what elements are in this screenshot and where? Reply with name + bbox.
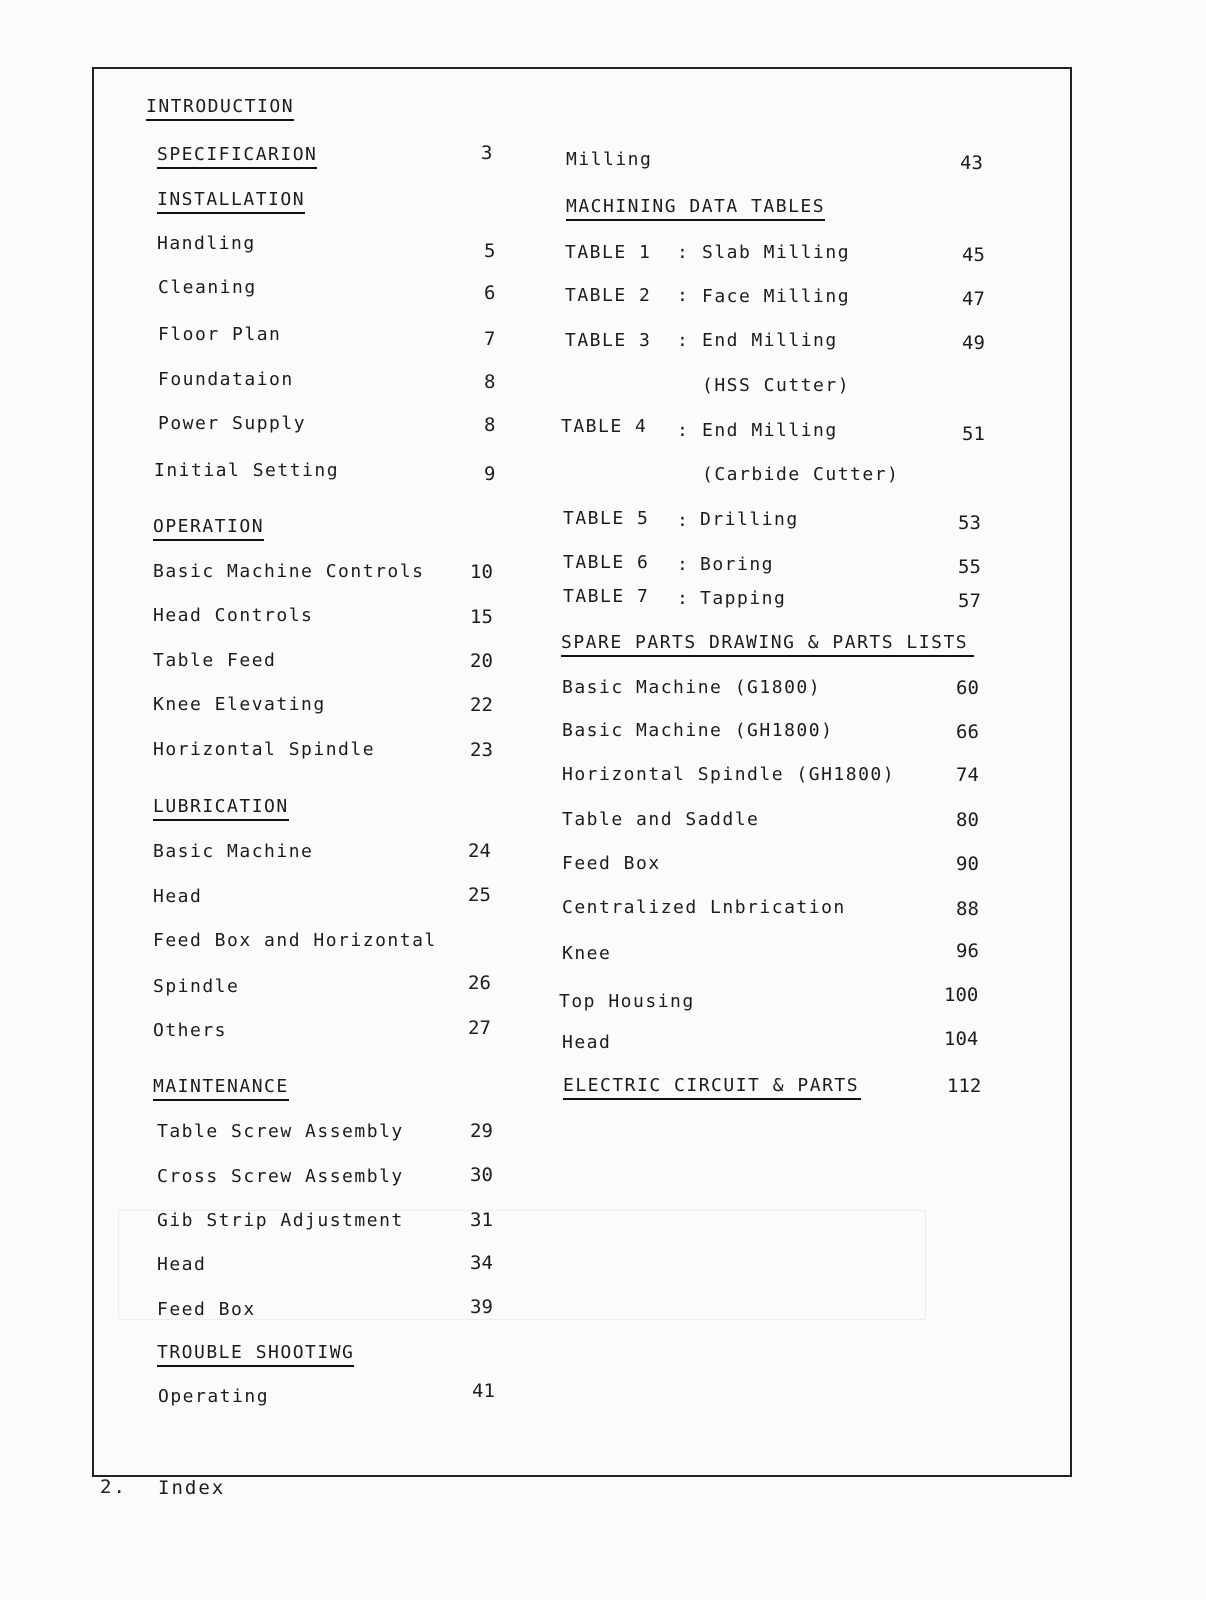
spare-knee: Knee <box>562 943 612 964</box>
table-1-sep: : <box>677 242 690 263</box>
toc-item-cross-screw: Cross Screw Assembly <box>157 1166 404 1187</box>
toc-item-table-screw: Table Screw Assembly <box>157 1121 404 1142</box>
spare-page-table-and-saddle: 80 <box>956 809 979 831</box>
spare-head: Head <box>562 1032 612 1053</box>
table-4-sep: : <box>677 420 690 441</box>
toc-page-table-screw: 29 <box>470 1120 493 1142</box>
spare-page-knee: 96 <box>956 940 979 962</box>
spare-basic-machine-gh1800: Basic Machine (GH1800) <box>562 720 834 741</box>
table-7-page: 57 <box>958 590 981 612</box>
toc-page-power-supply: 8 <box>484 414 496 436</box>
spare-table-and-saddle: Table and Saddle <box>562 809 760 830</box>
heading-machining-data: MACHINING DATA TABLES <box>566 196 825 221</box>
toc-page-cross-screw: 30 <box>470 1164 493 1186</box>
table-2-title: Face Milling <box>702 286 851 307</box>
toc-item-foundation: Foundataion <box>158 369 294 390</box>
spare-top-housing: Top Housing <box>559 991 695 1012</box>
toc-page-maint-head: 34 <box>470 1252 493 1274</box>
toc-page-milling: 43 <box>960 152 983 174</box>
toc-item-basic-machine-controls: Basic Machine Controls <box>153 561 425 582</box>
toc-page-handling: 5 <box>484 240 496 262</box>
table-4-label: TABLE 4 <box>561 416 648 437</box>
toc-page-foundation: 8 <box>484 371 496 393</box>
toc-page-operating: 41 <box>472 1380 495 1402</box>
toc-item-gib-strip: Gib Strip Adjustment <box>157 1210 404 1231</box>
toc-item-milling: Milling <box>566 149 653 170</box>
table-3-sep: : <box>677 330 690 351</box>
table-1-label: TABLE 1 <box>565 242 652 263</box>
toc-item-cleaning: Cleaning <box>158 277 257 298</box>
heading-spare-parts: SPARE PARTS DRAWING & PARTS LISTS <box>561 632 974 657</box>
heading-operation: OPERATION <box>153 516 264 541</box>
table-3-subtitle: (HSS Cutter) <box>702 375 851 396</box>
heading-trouble-shooting: TROUBLE SHOOTIWG <box>157 1342 354 1367</box>
page-electric-circuit: 112 <box>947 1075 982 1097</box>
toc-item-maint-head: Head <box>157 1254 207 1275</box>
toc-page-initial-setting: 9 <box>484 463 496 485</box>
spare-page-top-housing: 100 <box>944 984 979 1006</box>
table-6-title: Boring <box>700 554 775 575</box>
table-2-page: 47 <box>962 288 985 310</box>
toc-page-table-feed: 20 <box>470 650 493 672</box>
spare-page-centralized-lubrication: 88 <box>956 898 979 920</box>
toc-item-lub-spindle: Spindle <box>153 976 240 997</box>
table-3-title: End Milling <box>702 330 838 351</box>
heading-maintenance: MAINTENANCE <box>153 1076 289 1101</box>
toc-item-table-feed: Table Feed <box>153 650 277 671</box>
toc-page-lub-spindle: 26 <box>468 972 491 994</box>
spare-page-basic-machine-gh1800: 66 <box>956 721 979 743</box>
toc-item-lub-basic-machine: Basic Machine <box>153 841 314 862</box>
toc-item-maint-feed-box: Feed Box <box>157 1299 256 1320</box>
table-1-page: 45 <box>962 244 985 266</box>
table-4-subtitle: (Carbide Cutter) <box>702 464 900 485</box>
table-5-page: 53 <box>958 512 981 534</box>
spare-page-head: 104 <box>944 1028 979 1050</box>
toc-page-lub-others: 27 <box>468 1017 491 1039</box>
spare-page-horizontal-spindle: 74 <box>956 764 979 786</box>
spare-basic-machine-g1800: Basic Machine (G1800) <box>562 677 822 698</box>
table-6-sep: : <box>677 554 690 575</box>
toc-item-horizontal-spindle: Horizontal Spindle <box>153 739 376 760</box>
toc-item-floor-plan: Floor Plan <box>158 324 282 345</box>
page-specification: 3 <box>481 142 493 164</box>
toc-page-lub-basic-machine: 24 <box>468 840 491 862</box>
spare-horizontal-spindle: Horizontal Spindle (GH1800) <box>562 764 896 785</box>
heading-installation: INSTALLATION <box>157 189 305 214</box>
table-3-label: TABLE 3 <box>565 330 652 351</box>
toc-item-lub-head: Head <box>153 886 203 907</box>
heading-specification: SPECIFICARION <box>157 144 317 169</box>
table-2-sep: : <box>677 285 690 306</box>
table-4-title: End Milling <box>702 420 838 441</box>
table-2-label: TABLE 2 <box>565 285 652 306</box>
table-1-title: Slab Milling <box>702 242 851 263</box>
table-5-sep: : <box>677 510 690 531</box>
toc-item-lub-feed-box: Feed Box and Horizontal <box>153 930 437 951</box>
footer-index-label: Index <box>158 1477 226 1499</box>
toc-page-lub-head: 25 <box>468 884 491 906</box>
toc-page-head-controls: 15 <box>470 606 493 628</box>
spare-page-basic-machine-g1800: 60 <box>956 677 979 699</box>
toc-item-handling: Handling <box>157 233 256 254</box>
table-5-title: Drilling <box>700 509 799 530</box>
toc-item-operating: Operating <box>158 1386 270 1407</box>
toc-item-power-supply: Power Supply <box>158 413 307 434</box>
toc-page-basic-machine-controls: 10 <box>470 561 493 583</box>
toc-item-lub-others: Others <box>153 1020 228 1041</box>
table-7-sep: : <box>677 588 690 609</box>
footer-page-number: 2. <box>100 1476 127 1498</box>
table-6-page: 55 <box>958 556 981 578</box>
heading-lubrication: LUBRICATION <box>153 796 289 821</box>
table-7-title: Tapping <box>700 588 787 609</box>
toc-page-maint-feed-box: 39 <box>470 1296 493 1318</box>
toc-item-head-controls: Head Controls <box>153 605 314 626</box>
table-6-label: TABLE 6 <box>563 552 650 573</box>
toc-item-knee-elevating: Knee Elevating <box>153 694 326 715</box>
heading-introduction: INTRODUCTION <box>146 96 294 121</box>
spare-page-feed-box: 90 <box>956 853 979 875</box>
toc-item-initial-setting: Initial Setting <box>154 460 340 481</box>
table-4-page: 51 <box>962 423 985 445</box>
table-7-label: TABLE 7 <box>563 586 650 607</box>
table-5-label: TABLE 5 <box>563 508 650 529</box>
table-3-page: 49 <box>962 332 985 354</box>
toc-page-horizontal-spindle: 23 <box>470 739 493 761</box>
toc-page-floor-plan: 7 <box>484 328 496 350</box>
spare-feed-box: Feed Box <box>562 853 661 874</box>
toc-page-gib-strip: 31 <box>470 1209 493 1231</box>
toc-page-cleaning: 6 <box>484 282 496 304</box>
heading-electric-circuit: ELECTRIC CIRCUIT & PARTS <box>563 1075 861 1100</box>
toc-page-knee-elevating: 22 <box>470 694 493 716</box>
spare-centralized-lubrication: Centralized Lnbrication <box>562 897 846 918</box>
